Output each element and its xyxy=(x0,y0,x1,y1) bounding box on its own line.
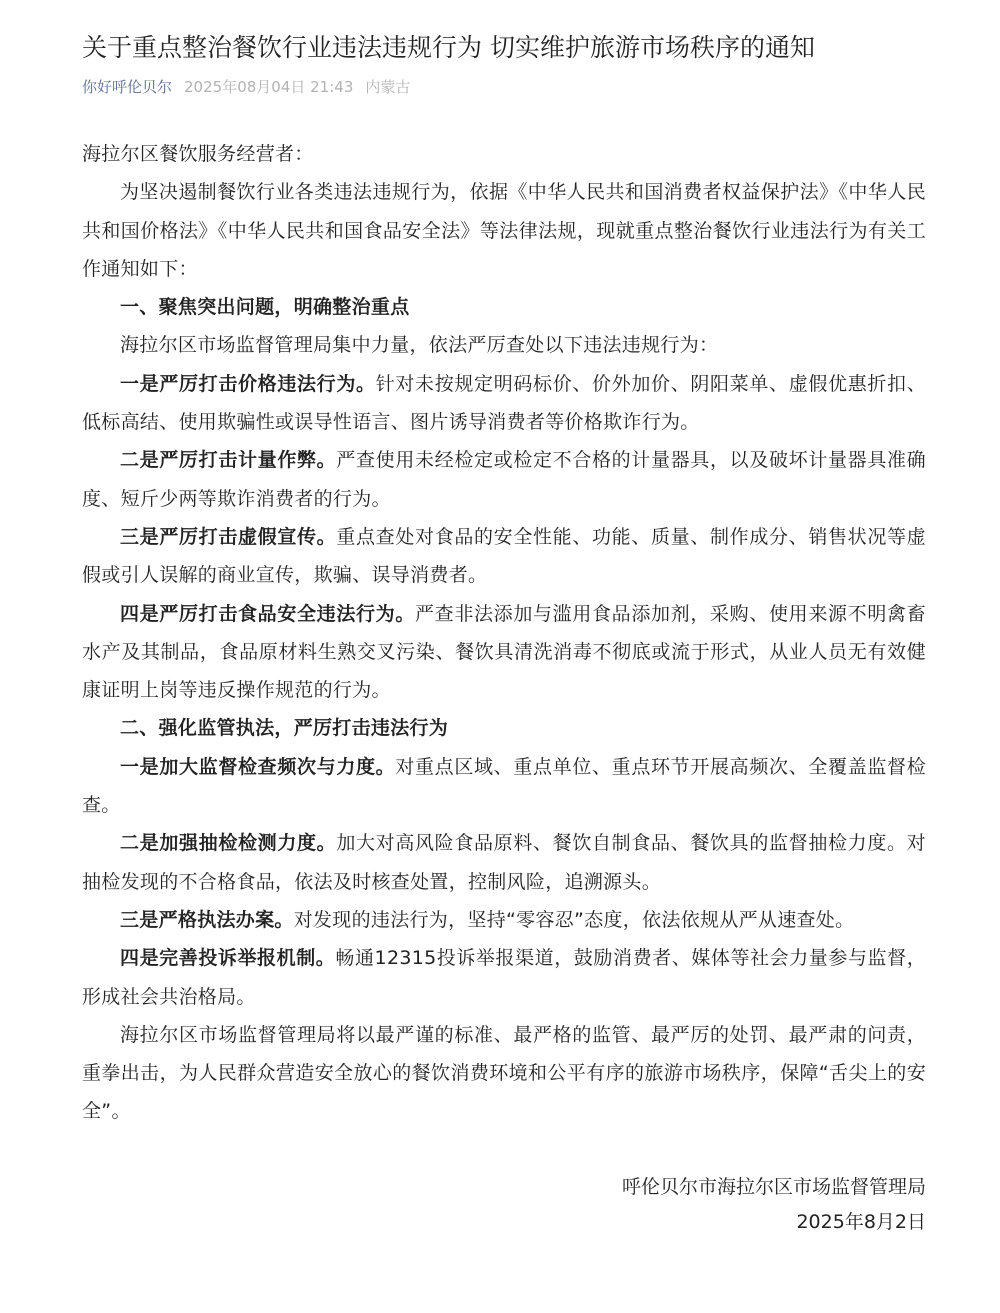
section-heading-2: 二、强化监管执法，严厉打击违法行为 xyxy=(120,717,449,740)
item-paragraph xyxy=(82,901,926,939)
item-paragraph xyxy=(82,748,926,825)
item-paragraph xyxy=(82,824,926,901)
item-text: 对发现的违法行为，坚持“零容忍”态度，依法依规从严从速查处。 xyxy=(293,908,855,931)
item-bold-lead: 三是严厉打击虚假宣传。 xyxy=(120,525,337,548)
article-meta xyxy=(82,76,926,98)
item-paragraph xyxy=(82,518,926,595)
item-paragraph xyxy=(82,365,926,442)
item-text: 畅通12315投诉举报渠道，鼓励消费者、媒体等社会力量参与监督，形成社会共治格局。 xyxy=(82,947,926,1008)
section-lead-1: 海拉尔区市场监督管理局集中力量，依法严厉查处以下违法违规行为： xyxy=(120,334,719,357)
item-paragraph xyxy=(82,441,926,518)
item-text: 对重点区域、重点单位、重点环节开展高频次、全覆盖监督检查。 xyxy=(82,755,926,817)
item-text: 针对未按规定明码标价、价外加价、阴阳菜单、虚假优惠折扣、低标高结、使用欺骗性或误导性语言、图片诱导消费者等价格欺诈行为。 xyxy=(82,372,927,434)
signature-organization: 呼伦贝尔市海拉尔区市场监督管理局 xyxy=(621,1175,926,1198)
item-text: 重点查处对食品的安全性能、功能、质量、制作成分、销售状况等虚假或引人误解的商业宣传，欺骗、误导消费者。 xyxy=(82,525,926,587)
item-bold-lead: 一是严厉打击价格违法行为。 xyxy=(120,372,376,395)
section-heading-1: 一、聚焦突出问题，明确整治重点 xyxy=(120,296,410,319)
item-bold-lead: 四是严厉打击食品安全违法行为。 xyxy=(120,602,416,625)
salutation: 海拉尔区餐饮服务经营者： xyxy=(82,143,314,165)
intro-paragraph: 为坚决遏制餐饮行业各类违法违规行为，依据《中华人民共和国消费者权益保护法》《中华人民共和国价格法》《中华人民共和国食品安全法》等法律法规，现就重点整治餐饮行业违法行为有关工作通知如下： xyxy=(82,181,926,280)
article-title: 关于重点整治餐饮行业违法违规行为 切实维护旅游市场秩序的通知 xyxy=(82,33,815,62)
item-paragraph xyxy=(82,595,926,710)
signature-block xyxy=(82,1170,926,1240)
publish-location: 内蒙古 xyxy=(365,78,411,96)
closing-paragraph: 海拉尔区市场监督管理局将以最严谨的标准、最严格的监管、最严厉的处罚、最严肃的问责，重拳出击，为人民群众营造安全放心的餐饮消费环境和公平有序的旅游市场秩序，保障“舌尖上的安全”。 xyxy=(82,1023,926,1123)
signature-date: 2025年8月2日 xyxy=(796,1210,926,1233)
item-paragraph xyxy=(82,939,926,1016)
author-link[interactable]: 你好呼伦贝尔 xyxy=(82,78,173,96)
publish-time: 2025年08月04日 21:43 xyxy=(184,78,354,96)
item-bold-lead: 四是完善投诉举报机制。 xyxy=(120,947,336,970)
article-content xyxy=(82,135,926,1131)
item-bold-lead: 二是严厉打击计量作弊。 xyxy=(120,449,337,472)
item-text: 严查非法添加与滥用食品添加剂，采购、使用来源不明禽畜水产及其制品，食品原材料生熟交叉污染、餐饮具清洗消毒不彻底或流于形式，从业人员无有效健康证明上岗等违反操作规范的行为。 xyxy=(82,602,926,702)
item-bold-lead: 三是严格执法办案。 xyxy=(120,908,294,931)
item-text: 加大对高风险食品原料、餐饮自制食品、餐饮具的监督抽检力度。对抽检发现的不合格食品，依法及时核查处置，控制风险，追溯源头。 xyxy=(82,832,926,893)
item-bold-lead: 二是加强抽检检测力度。 xyxy=(120,832,337,855)
item-text: 严查使用未经检定或检定不合格的计量器具，以及破坏计量器具准确度、短斤少两等欺诈消费者的行为。 xyxy=(82,449,926,510)
item-bold-lead: 一是加大监督检查频次与力度。 xyxy=(120,755,396,778)
